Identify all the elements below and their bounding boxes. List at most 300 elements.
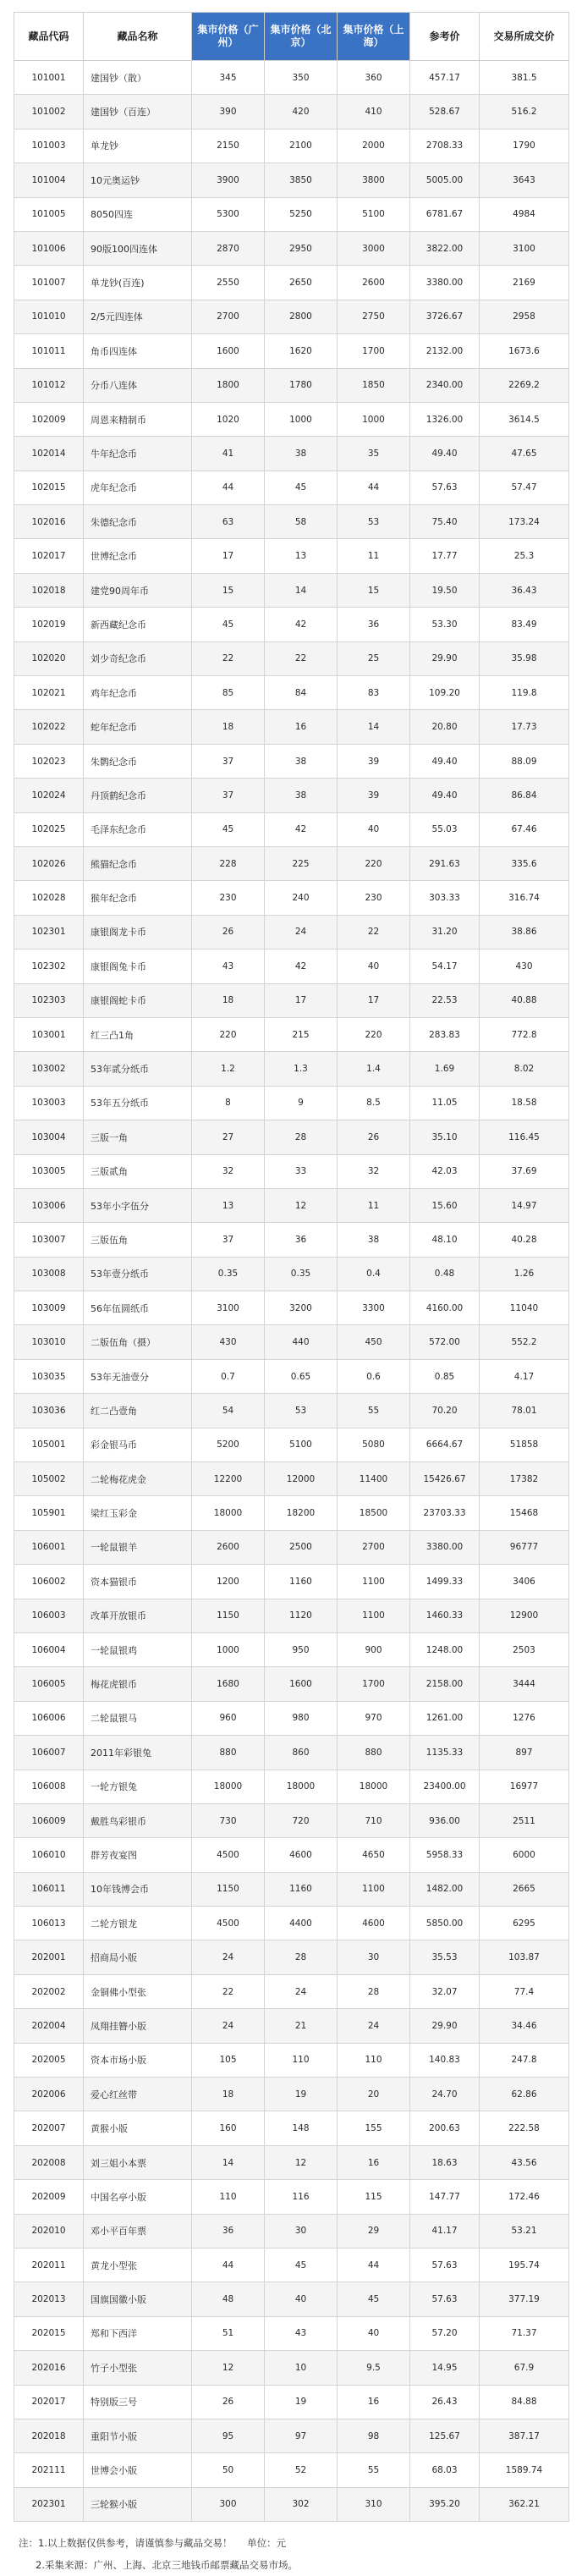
cell-reference-price: 1499.33 (410, 1565, 480, 1599)
cell-price-beijing: 2100 (265, 129, 338, 162)
cell-exchange-price: 4.17 (480, 1359, 569, 1393)
cell-reference-price: 3380.00 (410, 266, 480, 300)
table-row (14, 266, 569, 300)
cell-reference-price: 3726.67 (410, 300, 480, 333)
cell-reference-price: 49.40 (410, 779, 480, 812)
cell-name: 彩金银马币 (84, 1428, 192, 1461)
cell-price-shanghai: 0.6 (338, 1359, 410, 1393)
cell-price-shanghai: 11 (338, 1188, 410, 1222)
cell-name: 一轮鼠银鸡 (84, 1632, 192, 1666)
table-row (14, 197, 569, 231)
cell-price-beijing: 42 (265, 812, 338, 846)
cell-reference-price: 1.69 (410, 1052, 480, 1086)
cell-name: 康银阁龙卡币 (84, 915, 192, 949)
cell-price-shanghai: 115 (338, 2180, 410, 2214)
table-row (14, 129, 569, 162)
table-body (14, 61, 569, 2522)
cell-reference-price: 125.67 (410, 2419, 480, 2452)
cell-exchange-price: 897 (480, 1736, 569, 1770)
cell-price-beijing: 1600 (265, 1667, 338, 1701)
cell-price-beijing: 33 (265, 1154, 338, 1188)
cell-price-guangzhou: 32 (192, 1154, 265, 1188)
cell-code: 103004 (14, 1120, 84, 1154)
cell-price-shanghai: 53 (338, 505, 410, 539)
cell-name: 2/5元四连体 (84, 300, 192, 333)
table-row (14, 1770, 569, 1803)
table-row (14, 1017, 569, 1051)
cell-name: 一轮方银兔 (84, 1770, 192, 1803)
cell-code: 106013 (14, 1907, 84, 1940)
cell-price-guangzhou: 2150 (192, 129, 265, 162)
cell-code: 102023 (14, 744, 84, 778)
cell-price-shanghai: 24 (338, 2009, 410, 2043)
cell-price-beijing: 4400 (265, 1907, 338, 1940)
cell-reference-price: 291.63 (410, 846, 480, 880)
cell-name: 8050四连 (84, 197, 192, 231)
cell-name: 新西藏纪念币 (84, 608, 192, 641)
cell-price-shanghai: 0.4 (338, 1257, 410, 1291)
cell-price-shanghai: 9.5 (338, 2351, 410, 2385)
cell-exchange-price: 3406 (480, 1565, 569, 1599)
cell-exchange-price: 43.56 (480, 2145, 569, 2179)
cell-price-beijing: 2500 (265, 1530, 338, 1564)
cell-price-guangzhou: 2600 (192, 1530, 265, 1564)
cell-price-shanghai: 3800 (338, 163, 410, 197)
cell-reference-price: 1248.00 (410, 1632, 480, 1666)
cell-name: 竹子小型张 (84, 2351, 192, 2385)
cell-exchange-price: 86.84 (480, 779, 569, 812)
cell-name: 56年伍圆纸币 (84, 1291, 192, 1325)
cell-price-beijing: 1120 (265, 1599, 338, 1632)
cell-name: 招商局小版 (84, 1940, 192, 1974)
cell-price-guangzhou: 26 (192, 2385, 265, 2419)
cell-price-beijing: 10 (265, 2351, 338, 2385)
cell-price-beijing: 1.3 (265, 1052, 338, 1086)
cell-price-shanghai: 44 (338, 2248, 410, 2282)
cell-reference-price: 48.10 (410, 1223, 480, 1257)
cell-price-beijing: 2950 (265, 231, 338, 265)
table-row (14, 2419, 569, 2452)
cell-reference-price: 18.63 (410, 2145, 480, 2179)
cell-exchange-price: 62.86 (480, 2078, 569, 2111)
cell-price-guangzhou: 85 (192, 676, 265, 710)
cell-price-beijing: 0.65 (265, 1359, 338, 1393)
cell-price-beijing: 14 (265, 573, 338, 607)
cell-name: 世博会小版 (84, 2453, 192, 2487)
cell-exchange-price: 6295 (480, 1907, 569, 1940)
cell-reference-price: 200.63 (410, 2111, 480, 2145)
cell-reference-price: 283.83 (410, 1017, 480, 1051)
cell-reference-price: 1261.00 (410, 1701, 480, 1735)
cell-reference-price: 55.03 (410, 812, 480, 846)
cell-code: 102017 (14, 539, 84, 573)
table-row (14, 846, 569, 880)
table-row (14, 2043, 569, 2077)
cell-price-beijing: 36 (265, 1223, 338, 1257)
cell-reference-price: 395.20 (410, 2487, 480, 2521)
cell-name: 二轮梅花虎金 (84, 1462, 192, 1496)
cell-code: 103008 (14, 1257, 84, 1291)
cell-name: 邓小平百年票 (84, 2214, 192, 2248)
cell-name: 梅花虎银币 (84, 1667, 192, 1701)
cell-reference-price: 19.50 (410, 573, 480, 607)
cell-price-guangzhou: 18000 (192, 1496, 265, 1530)
cell-price-beijing: 980 (265, 1701, 338, 1735)
cell-code: 202007 (14, 2111, 84, 2145)
cell-code: 102021 (14, 676, 84, 710)
cell-reference-price: 2708.33 (410, 129, 480, 162)
cell-exchange-price: 381.5 (480, 61, 569, 95)
cell-name: 红二凸壹角 (84, 1394, 192, 1428)
table-row (14, 1907, 569, 1940)
cell-name: 黄龙小型张 (84, 2248, 192, 2282)
cell-price-guangzhou: 1800 (192, 368, 265, 402)
cell-reference-price: 936.00 (410, 1803, 480, 1837)
cell-reference-price: 75.40 (410, 505, 480, 539)
cell-price-beijing: 5100 (265, 1428, 338, 1461)
cell-reference-price: 22.53 (410, 983, 480, 1017)
cell-exchange-price: 2269.2 (480, 368, 569, 402)
cell-price-beijing: 84 (265, 676, 338, 710)
cell-price-beijing: 12 (265, 2145, 338, 2179)
cell-reference-price: 15.60 (410, 1188, 480, 1222)
cell-price-guangzhou: 51 (192, 2316, 265, 2350)
cell-exchange-price: 96777 (480, 1530, 569, 1564)
cell-name: 二版伍角（摄） (84, 1325, 192, 1359)
price-table (14, 12, 569, 2522)
cell-exchange-price: 15468 (480, 1496, 569, 1530)
cell-reference-price: 26.43 (410, 2385, 480, 2419)
table-row (14, 1803, 569, 1837)
table-row (14, 608, 569, 641)
cell-price-beijing: 720 (265, 1803, 338, 1837)
cell-reference-price: 1460.33 (410, 1599, 480, 1632)
cell-price-shanghai: 17 (338, 983, 410, 1017)
header-exchange-price: 交易所成交价 (480, 13, 569, 61)
cell-price-guangzhou: 4500 (192, 1907, 265, 1940)
cell-exchange-price: 57.47 (480, 471, 569, 504)
cell-code: 202301 (14, 2487, 84, 2521)
cell-code: 106001 (14, 1530, 84, 1564)
table-row (14, 983, 569, 1017)
cell-price-beijing: 860 (265, 1736, 338, 1770)
cell-price-beijing: 1620 (265, 334, 338, 368)
cell-price-guangzhou: 22 (192, 641, 265, 675)
cell-code: 103005 (14, 1154, 84, 1188)
table-row (14, 2180, 569, 2214)
cell-price-beijing: 18200 (265, 1496, 338, 1530)
table-row (14, 2487, 569, 2521)
cell-price-beijing: 19 (265, 2385, 338, 2419)
cell-exchange-price: 8.02 (480, 1052, 569, 1086)
cell-price-beijing: 1160 (265, 1872, 338, 1906)
cell-exchange-price: 1276 (480, 1701, 569, 1735)
cell-price-guangzhou: 37 (192, 1223, 265, 1257)
cell-name: 建国钞（百连） (84, 95, 192, 129)
cell-price-shanghai: 880 (338, 1736, 410, 1770)
cell-code: 202016 (14, 2351, 84, 2385)
cell-price-beijing: 28 (265, 1940, 338, 1974)
cell-price-guangzhou: 5300 (192, 197, 265, 231)
cell-exchange-price: 430 (480, 949, 569, 983)
cell-price-beijing: 1160 (265, 1565, 338, 1599)
cell-code: 103009 (14, 1291, 84, 1325)
cell-price-beijing: 24 (265, 915, 338, 949)
cell-code: 105901 (14, 1496, 84, 1530)
cell-code: 103007 (14, 1223, 84, 1257)
cell-price-guangzhou: 54 (192, 1394, 265, 1428)
cell-price-guangzhou: 230 (192, 881, 265, 915)
cell-price-beijing: 215 (265, 1017, 338, 1051)
table-row (14, 1667, 569, 1701)
cell-name: 刘三姐小本票 (84, 2145, 192, 2179)
cell-price-beijing: 2800 (265, 300, 338, 333)
cell-exchange-price: 78.01 (480, 1394, 569, 1428)
cell-price-beijing: 19 (265, 2078, 338, 2111)
table-row (14, 779, 569, 812)
cell-price-guangzhou: 63 (192, 505, 265, 539)
table-row (14, 1291, 569, 1325)
cell-exchange-price: 67.9 (480, 2351, 569, 2385)
table-row (14, 2248, 569, 2282)
table-row (14, 1394, 569, 1428)
cell-price-guangzhou: 3100 (192, 1291, 265, 1325)
cell-exchange-price: 25.3 (480, 539, 569, 573)
table-row (14, 2009, 569, 2043)
cell-price-shanghai: 39 (338, 779, 410, 812)
cell-code: 103003 (14, 1086, 84, 1120)
cell-reference-price: 6664.67 (410, 1428, 480, 1461)
cell-price-beijing: 240 (265, 881, 338, 915)
cell-price-beijing: 42 (265, 949, 338, 983)
cell-code: 102009 (14, 402, 84, 436)
cell-price-shanghai: 410 (338, 95, 410, 129)
cell-exchange-price: 71.37 (480, 2316, 569, 2350)
cell-code: 102022 (14, 710, 84, 744)
cell-price-shanghai: 110 (338, 2043, 410, 2077)
cell-code: 101003 (14, 129, 84, 162)
cell-price-guangzhou: 45 (192, 812, 265, 846)
cell-name: 牛年纪念币 (84, 437, 192, 471)
cell-reference-price: 35.10 (410, 1120, 480, 1154)
cell-price-shanghai: 155 (338, 2111, 410, 2145)
cell-price-beijing: 350 (265, 61, 338, 95)
cell-code: 101005 (14, 197, 84, 231)
cell-exchange-price: 316.74 (480, 881, 569, 915)
cell-price-shanghai: 1100 (338, 1599, 410, 1632)
cell-name: 53年小字伍分 (84, 1188, 192, 1222)
table-row (14, 437, 569, 471)
cell-price-beijing: 302 (265, 2487, 338, 2521)
cell-price-beijing: 28 (265, 1120, 338, 1154)
cell-reference-price: 23703.33 (410, 1496, 480, 1530)
cell-price-shanghai: 39 (338, 744, 410, 778)
table-row (14, 1154, 569, 1188)
cell-reference-price: 32.07 (410, 1974, 480, 2008)
cell-exchange-price: 222.58 (480, 2111, 569, 2145)
cell-reference-price: 23400.00 (410, 1770, 480, 1803)
table-header-row (14, 13, 569, 61)
cell-code: 202005 (14, 2043, 84, 2077)
cell-reference-price: 5850.00 (410, 1907, 480, 1940)
cell-exchange-price: 6000 (480, 1838, 569, 1872)
cell-price-shanghai: 230 (338, 881, 410, 915)
cell-price-shanghai: 220 (338, 1017, 410, 1051)
cell-price-guangzhou: 13 (192, 1188, 265, 1222)
cell-reference-price: 303.33 (410, 881, 480, 915)
cell-code: 102015 (14, 471, 84, 504)
cell-name: 群芳夜宴图 (84, 1838, 192, 1872)
cell-reference-price: 29.90 (410, 2009, 480, 2043)
cell-exchange-price: 1673.6 (480, 334, 569, 368)
cell-code: 101001 (14, 61, 84, 95)
cell-price-guangzhou: 960 (192, 1701, 265, 1735)
table-row (14, 1565, 569, 1599)
cell-price-shanghai: 18500 (338, 1496, 410, 1530)
table-row (14, 1736, 569, 1770)
table-row (14, 1188, 569, 1222)
cell-price-shanghai: 22 (338, 915, 410, 949)
cell-price-beijing: 950 (265, 1632, 338, 1666)
cell-name: 资本市场小版 (84, 2043, 192, 2077)
cell-exchange-price: 83.49 (480, 608, 569, 641)
cell-reference-price: 29.90 (410, 641, 480, 675)
table-row (14, 471, 569, 504)
cell-reference-price: 24.70 (410, 2078, 480, 2111)
cell-reference-price: 70.20 (410, 1394, 480, 1428)
cell-exchange-price: 103.87 (480, 1940, 569, 1974)
cell-price-shanghai: 1700 (338, 1667, 410, 1701)
cell-name: 毛泽东纪念币 (84, 812, 192, 846)
cell-reference-price: 109.20 (410, 676, 480, 710)
cell-name: 康银阁兔卡币 (84, 949, 192, 983)
cell-code: 101010 (14, 300, 84, 333)
cell-code: 106008 (14, 1770, 84, 1803)
cell-exchange-price: 3100 (480, 231, 569, 265)
cell-code: 103010 (14, 1325, 84, 1359)
cell-price-guangzhou: 12200 (192, 1462, 265, 1496)
cell-price-shanghai: 4600 (338, 1907, 410, 1940)
table-row (14, 573, 569, 607)
cell-name: 53年无油壹分 (84, 1359, 192, 1393)
cell-price-beijing: 110 (265, 2043, 338, 2077)
cell-exchange-price: 362.21 (480, 2487, 569, 2521)
cell-name: 猴年纪念币 (84, 881, 192, 915)
table-row (14, 949, 569, 983)
cell-price-guangzhou: 8 (192, 1086, 265, 1120)
cell-price-beijing: 17 (265, 983, 338, 1017)
cell-price-beijing: 58 (265, 505, 338, 539)
cell-exchange-price: 2169 (480, 266, 569, 300)
cell-reference-price: 0.48 (410, 1257, 480, 1291)
cell-price-guangzhou: 22 (192, 1974, 265, 2008)
cell-name: 53年贰分纸币 (84, 1052, 192, 1086)
cell-name: 建国钞（散） (84, 61, 192, 95)
cell-reference-price: 57.63 (410, 2248, 480, 2282)
cell-name: 刘少奇纪念币 (84, 641, 192, 675)
cell-price-guangzhou: 1200 (192, 1565, 265, 1599)
cell-code: 102028 (14, 881, 84, 915)
cell-code: 101006 (14, 231, 84, 265)
cell-price-shanghai: 360 (338, 61, 410, 95)
table-row (14, 2145, 569, 2179)
cell-price-beijing: 3200 (265, 1291, 338, 1325)
cell-reference-price: 147.77 (410, 2180, 480, 2214)
header-price-shanghai: 集市价格（上海） (338, 13, 410, 61)
cell-price-guangzhou: 95 (192, 2419, 265, 2452)
table-row (14, 1086, 569, 1120)
note-source: 2.采集来源：广州、上海、北京三地钱币邮票藏品交易市场。 (36, 2559, 298, 2572)
cell-name: 53年壹分纸币 (84, 1257, 192, 1291)
cell-exchange-price: 2503 (480, 1632, 569, 1666)
table-row (14, 402, 569, 436)
cell-exchange-price: 247.8 (480, 2043, 569, 2077)
table-row (14, 710, 569, 744)
cell-price-shanghai: 83 (338, 676, 410, 710)
cell-reference-price: 572.00 (410, 1325, 480, 1359)
header-price-beijing: 集市价格（北京） (265, 13, 338, 61)
cell-code: 102303 (14, 983, 84, 1017)
table-row (14, 1428, 569, 1461)
cell-exchange-price: 14.97 (480, 1188, 569, 1222)
cell-exchange-price: 18.58 (480, 1086, 569, 1120)
table-row (14, 881, 569, 915)
table-row (14, 1359, 569, 1393)
cell-price-guangzhou: 24 (192, 2009, 265, 2043)
cell-price-shanghai: 38 (338, 1223, 410, 1257)
cell-name: 国旗国徽小版 (84, 2282, 192, 2316)
note-unit: 单位：元 (247, 2537, 287, 2550)
cell-exchange-price: 53.21 (480, 2214, 569, 2248)
cell-name: 三版伍角 (84, 1223, 192, 1257)
cell-price-shanghai: 30 (338, 1940, 410, 1974)
header-reference-price: 参考价 (410, 13, 480, 61)
cell-price-guangzhou: 228 (192, 846, 265, 880)
cell-price-guangzhou: 1150 (192, 1872, 265, 1906)
table-row (14, 2214, 569, 2248)
cell-exchange-price: 2511 (480, 1803, 569, 1837)
cell-price-shanghai: 18000 (338, 1770, 410, 1803)
cell-price-shanghai: 98 (338, 2419, 410, 2452)
cell-price-guangzhou: 220 (192, 1017, 265, 1051)
cell-price-shanghai: 5080 (338, 1428, 410, 1461)
cell-price-beijing: 225 (265, 846, 338, 880)
cell-reference-price: 14.95 (410, 2351, 480, 2385)
table-row (14, 1120, 569, 1154)
cell-exchange-price: 35.98 (480, 641, 569, 675)
cell-name: 周恩来精制币 (84, 402, 192, 436)
cell-exchange-price: 40.28 (480, 1223, 569, 1257)
note-line-1 (19, 2532, 568, 2554)
cell-price-guangzhou: 430 (192, 1325, 265, 1359)
cell-price-beijing: 30 (265, 2214, 338, 2248)
cell-code: 102025 (14, 812, 84, 846)
cell-code: 105001 (14, 1428, 84, 1461)
cell-reference-price: 57.20 (410, 2316, 480, 2350)
table-row (14, 334, 569, 368)
cell-code: 102026 (14, 846, 84, 880)
cell-reference-price: 41.17 (410, 2214, 480, 2248)
cell-code: 202013 (14, 2282, 84, 2316)
cell-price-beijing: 43 (265, 2316, 338, 2350)
table-row (14, 812, 569, 846)
cell-reference-price: 49.40 (410, 437, 480, 471)
cell-name: 2011年彩银兔 (84, 1736, 192, 1770)
cell-price-shanghai: 900 (338, 1632, 410, 1666)
cell-exchange-price: 38.86 (480, 915, 569, 949)
cell-exchange-price: 3444 (480, 1667, 569, 1701)
cell-price-beijing: 21 (265, 2009, 338, 2043)
